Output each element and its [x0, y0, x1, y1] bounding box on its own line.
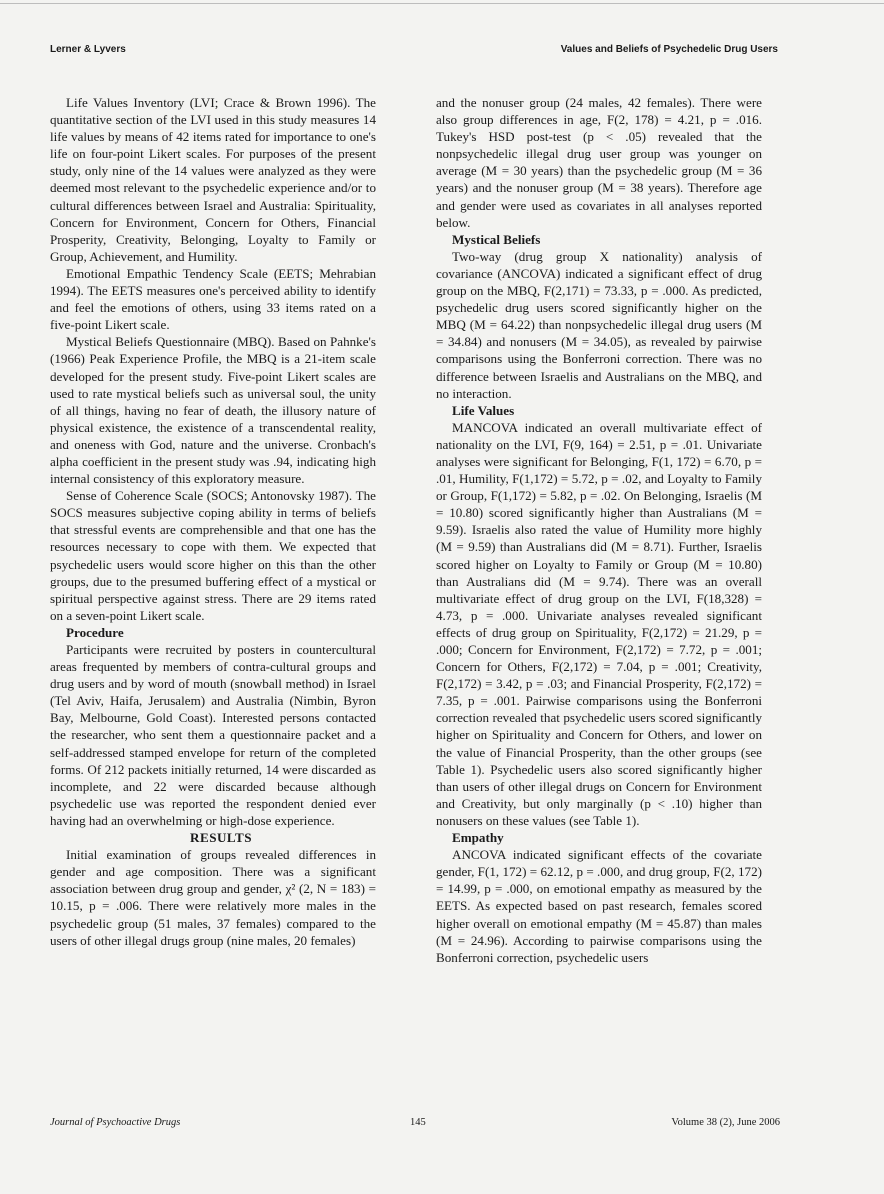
paragraph-eets: Emotional Empathic Tendency Scale (EETS; Mehrabian 1994). The EETS measures one's perceived ability to identify and feel the emotions of others, using 33 items rated on a five-point Likert scale. — [50, 265, 376, 333]
running-header-title: Values and Beliefs of Psychedelic Drug Users — [560, 44, 778, 55]
paragraph-life-values: MANCOVA indicated an overall multivariate effect of nationality on the LVI, F(9, 164) = 2.51, p = .01. Univariate analyses were significant for Belonging, F(1, 172) = 6.70, p = .01, Humility, F(1,172) = 5.72, p = .02, and Loyalty to Family or Group, F(1,172) = 5.82, p = .02. On Belonging, Israelis (M = 10.80) scored significantly higher than Australians (M = 9.59). Israelis also rated the value of Humility more highly (M = 9.59) than Australians did (M = 8.71). Further, Israelis scored higher on Loyalty to Family or Group (M = 10.80) than Australians did (M = 9.74). There was an overall multivariate effect of drug group on the LVI, F(18,328) = 4.73, p = .000. Univariate analyses revealed significant effects of drug group on Spirituality, F(2,172) = 21.29, p = .000; Concern for Environment, F(2,172) = 7.72, p = .001; Concern for Others, F(2,172) = 7.04, p = .001; Creativity, F(2,172) = 3.42, p = .03; and Financial Prosperity, F(2,172) = 7.35, p = .001. Pairwise comparisons using the Bonferroni correction revealed that psychedelic users scored significantly higher on Spirituality and Concern for Others, and lower on the value of Financial Prosperity, than the other groups (see Table 1). Psychedelic users also scored significantly higher than users of other illegal drugs on Concern for Environment and Creativity, but only marginally (p < .10) higher than nonusers on these values (see Table 1). — [436, 419, 762, 828]
paragraph-empathy: ANCOVA indicated significant effects of the covariate gender, F(1, 172) = 62.12, p = .000, and drug group, F(2, 172) = 14.99, p = .000, on emotional empathy as measured by the EETS. As expected based on past research, females scored higher overall on emotional empathy (M = 45.87) than males (M = 24.96). According to pairwise comparisons using the Bonferroni correction, psychedelic users — [436, 847, 762, 965]
heading-results: RESULTS — [190, 830, 252, 846]
paragraph-mbq: Mystical Beliefs Questionnaire (MBQ). Based on Pahnke's (1966) Peak Experience Profile, the MBQ is a 21-item scale developed for the present study. Five-point Likert scales are used to rate mystical beliefs such as universal soul, the unity of all things, having no fear of death, the illusory nature of physical existence, the existence of a transcendental reality, and oneness with God, nature and the universe. Cronbach's alpha coefficient in the present study was .94, indicating high internal consistency of this exploratory measure. — [50, 334, 376, 487]
running-header-authors: Lerner & Lyvers — [50, 44, 126, 55]
paragraph-procedure: Participants were recruited by posters in countercultural areas frequented by members of contra-cultural groups and drug users and by word of mouth (snowball method) in Israel (Tel Aviv, Haifa, Jerusalem) and Australia (Nimbin, Byron Bay, Melbourne, Gold Coast). Interested persons contacted the researcher, who sent them a questionnaire packet and a self-addressed stamped envelope for return of the completed forms. Of 212 packets initially returned, 14 were discarded as incomplete, and 22 were discarded because although psychedelic use was reported the respondent denied ever having had an overwhelming or high-dose experience. — [50, 642, 376, 828]
left-column — [50, 94, 376, 949]
heading-empathy: Empathy — [452, 830, 504, 846]
paragraph-mystical-beliefs: Two-way (drug group X nationality) analysis of covariance (ANCOVA) indicated a significant effect of drug group on the MBQ, F(2,171) = 73.33, p = .000. As predicted, psychedelic drug users scored significantly higher on the MBQ (M = 64.22) than nonpsychedelic illegal drug users (M = 34.84) and nonusers (M = 34.05), as revealed by pairwise comparisons using the Bonferroni correction. There was no difference between Israelis and Australians on the MBQ, and no interaction. — [436, 248, 762, 401]
footer-volume: Volume 38 (2), June 2006 — [671, 1117, 780, 1128]
heading-mystical-beliefs: Mystical Beliefs — [452, 231, 541, 247]
footer-journal: Journal of Psychoactive Drugs — [50, 1117, 181, 1128]
paragraph-results-intro: Initial examination of groups revealed differences in gender and age composition. There was a significant association between drug group and gender, χ² (2, N = 183) = 10.15, p = .006. There were relatively more males in the psychedelic group (51 males, 37 females) compared to the users of other illegal drugs group (nine males, 20 females) — [50, 847, 376, 948]
right-column — [436, 94, 762, 966]
heading-procedure: Procedure — [66, 624, 124, 640]
paragraph-group-differences: and the nonuser group (24 males, 42 females). There were also group differences in age, F(2, 178) = 4.21, p = .016. Tukey's HSD post-test (p < .05) revealed that the nonpsychedelic illegal drug user group was younger on average (M = 30 years) than the psychedelic group (M = 36 years) and the nonuser group (M = 38 years). Therefore age and gender were used as covariates in all analyses reported below. — [436, 95, 762, 230]
top-border — [0, 3, 884, 4]
heading-life-values: Life Values — [452, 402, 515, 418]
footer-page-number: 145 — [410, 1117, 426, 1128]
paragraph-lvi: Life Values Inventory (LVI; Crace & Brown 1996). The quantitative section of the LVI used in this study measures 14 life values by means of 42 items rated for importance to one's life on four-point Likert scales. For purposes of the present study, only nine of the 14 values were analyzed as they were deemed most relevant to the psychedelic experience and/or to cultural differences between Israel and Australia: Spirituality, Concern for Environment, Concern for Others, Financial Prosperity, Creativity, Belonging, Loyalty to Family or Group, Achievement, and Humility. — [50, 95, 376, 264]
paragraph-socs: Sense of Coherence Scale (SOCS; Antonovsky 1987). The SOCS measures subjective coping ability in terms of beliefs that stressful events are comprehensible and that one has the resources necessary to cope with them. We expected that psychedelic users would score higher on this than the other groups, due to the presumed buffering effect of a mystical or spiritual perspective against stress. There are 29 items rated on a seven-point Likert scale. — [50, 488, 376, 623]
